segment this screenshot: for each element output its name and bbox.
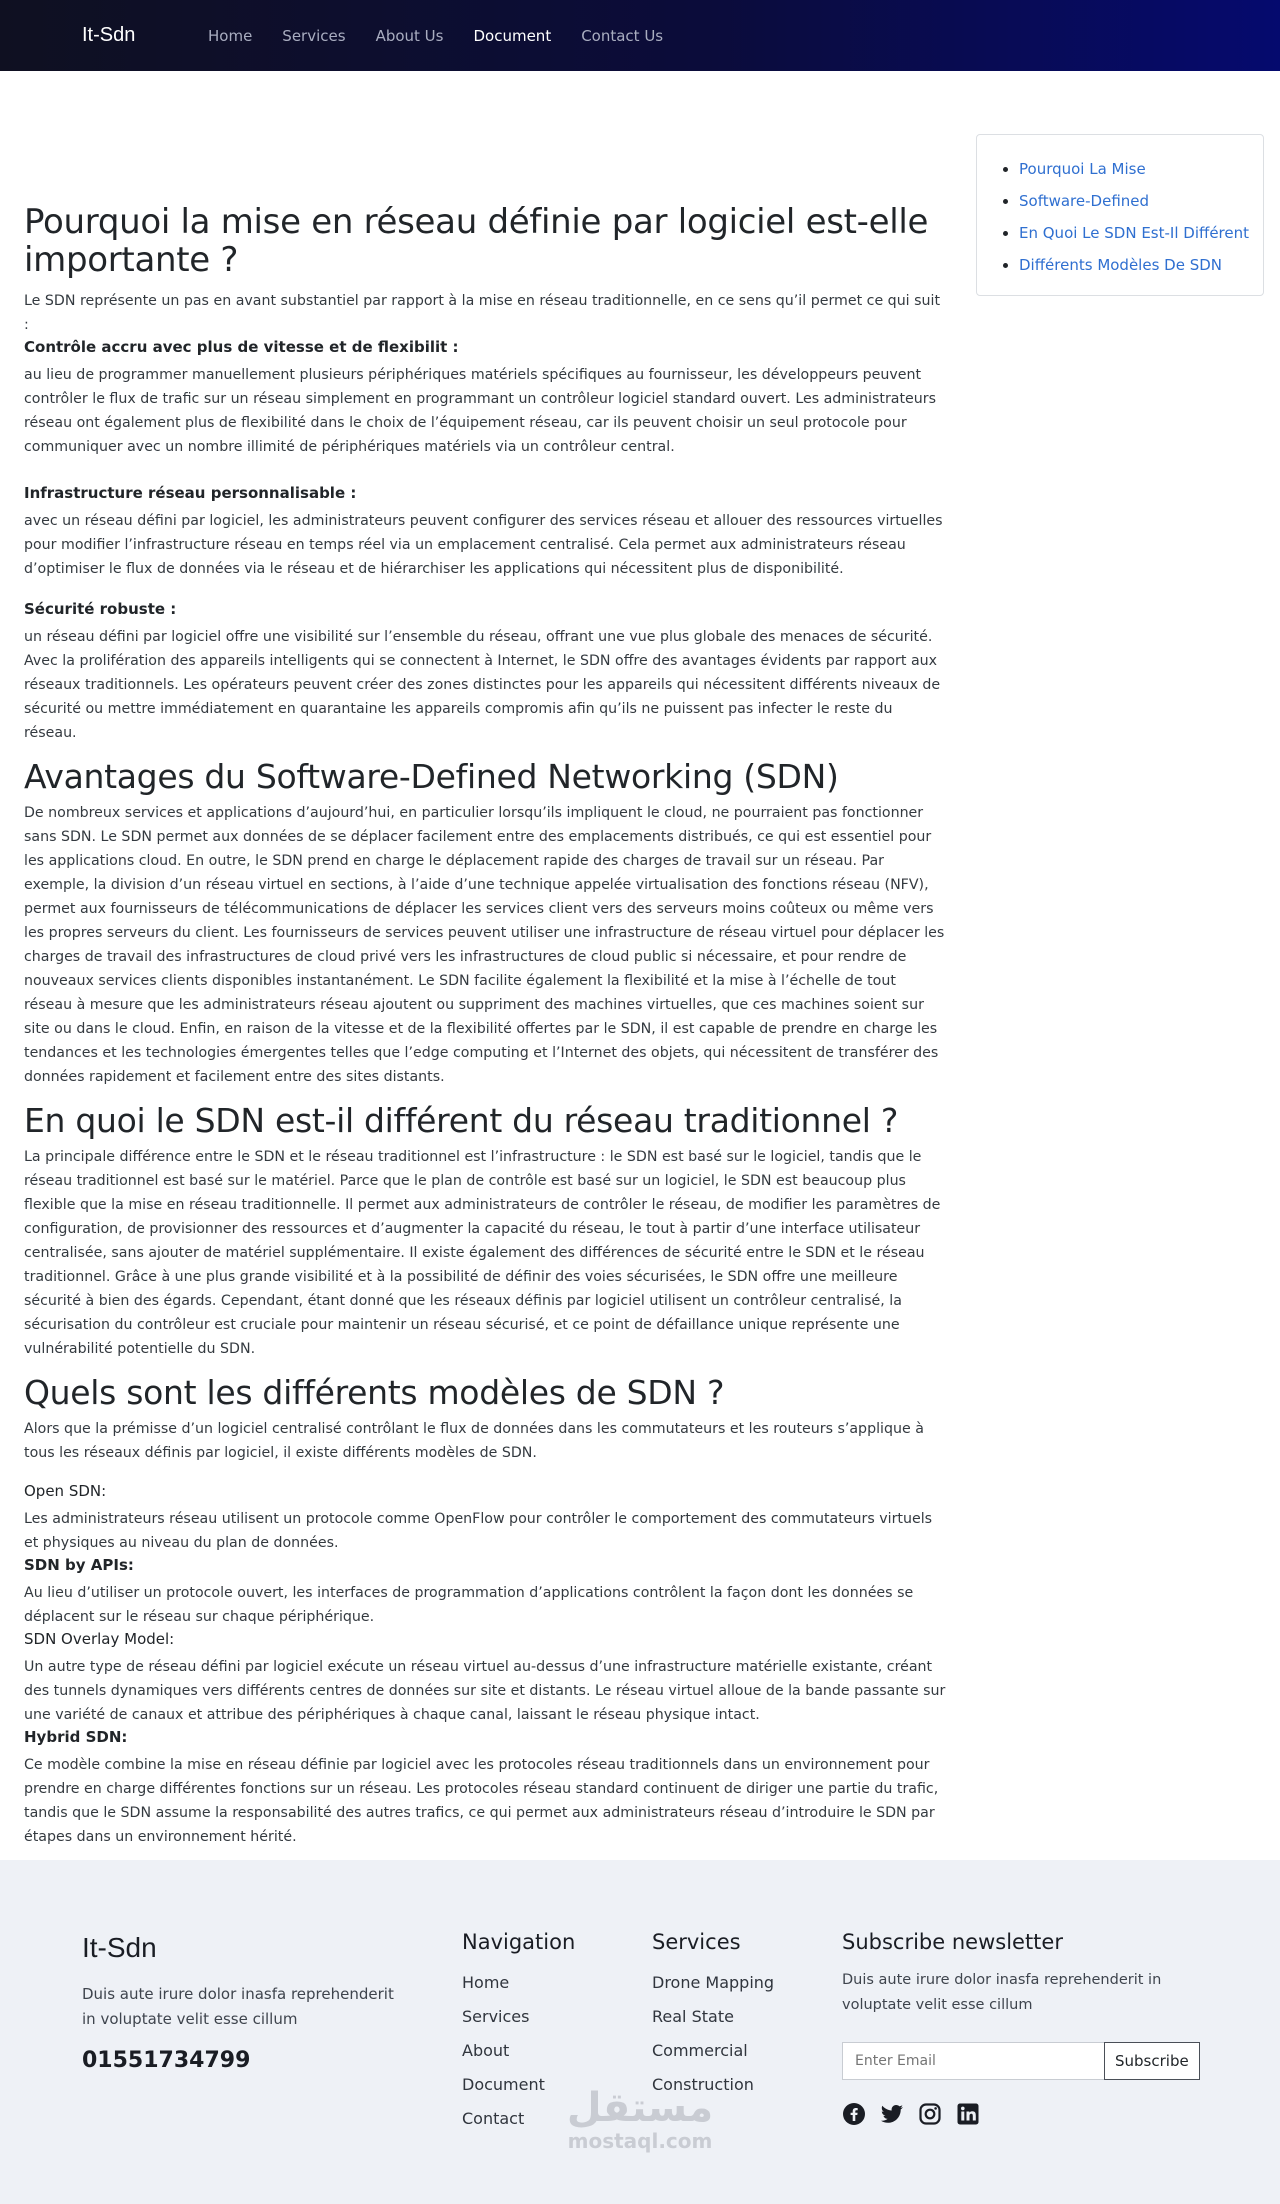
table-of-contents — [976, 134, 1264, 296]
newsletter-title: Subscribe newsletter — [842, 1930, 1063, 1954]
watermark-latin: mostaql.com — [567, 2129, 713, 2153]
model-text: Les administrateurs réseau utilisent un protocole comme OpenFlow pour contrôler le comportement des commutateurs virtuels et physiques au niveau du plan de données. — [24, 1511, 933, 1551]
section-intro: Alors que la prémisse d’un logiciel centralisé contrôlant le flux de données dans les commutateurs et les routeurs s’applique à tous les réseaux définis par logiciel, il existe différents modèles de SDN. — [24, 1421, 924, 1461]
toc-link-pourquoi[interactable]: Pourquoi La Mise — [1019, 160, 1146, 178]
footer-services-title: Services — [652, 1930, 741, 1954]
footer-navigation-title: Navigation — [462, 1930, 576, 1954]
section-title-difference: En quoi le SDN est-il différent du réseau traditionnel ? — [24, 1101, 899, 1140]
toc-item — [1019, 217, 1263, 249]
footer-services — [652, 1930, 822, 2102]
nav-link-services[interactable]: Services — [282, 26, 346, 45]
facebook-icon[interactable] — [842, 2102, 866, 2126]
section-intro: Le SDN représente un pas en avant substantiel par rapport à la mise en réseau traditionnelle, en ce sens qu’il permet ce qui suit : — [24, 293, 941, 333]
main-content-area — [0, 71, 1280, 1860]
newsletter-form — [842, 2042, 1202, 2080]
toc-item — [1019, 249, 1263, 281]
footer-nav-contact[interactable]: Contact — [462, 2109, 525, 2128]
subscribe-button[interactable]: Subscribe — [1104, 2042, 1200, 2080]
toc-link-en-quoi[interactable]: En Quoi Le SDN Est-Il Différent — [1019, 224, 1250, 242]
footer-service-construction[interactable]: Construction — [652, 2075, 754, 2094]
toc-link-software-defined[interactable]: Software-Defined — [1019, 192, 1150, 210]
nav-link-about[interactable]: About Us — [375, 26, 444, 45]
item-heading: Sécurité robuste : — [24, 600, 177, 618]
toc-list — [997, 153, 1263, 281]
social-icons — [842, 2102, 1202, 2126]
item-heading: Contrôle accru avec plus de vitesse et de flexibilit : — [24, 338, 459, 356]
item-text: avec un réseau défini par logiciel, les administrateurs peuvent configurer des services réseau et allouer des ressources virtuelles pour modifier l’infrastructure réseau en temps réel via un emplacement centralisé. Cela permet aux administrateurs réseau d’optimiser le flux de données via le réseau et de hiérarchiser les applications qui nécessitent plus de disponibilité. — [24, 513, 943, 577]
item-text: au lieu de programmer manuellement plusieurs périphériques matériels spécifiques au fournisseur, les développeurs peuvent contrôler le flux de trafic sur un réseau simplement en programmant un contrôleur logiciel standard ouvert. Les administrateurs réseau ont également plus de flexibilité dans le choix de l’équipement réseau, car ils peuvent choisir un seul protocole pour communiquer avec un nombre illimité de périphériques matériels via un contrôleur central. — [24, 367, 936, 455]
top-navbar — [0, 0, 1280, 71]
nav-link-home[interactable]: Home — [208, 26, 253, 45]
newsletter-text: Duis aute irure dolor inasfa reprehenderit in voluptate velit esse cillum — [842, 1972, 1162, 2013]
toc-link-modeles[interactable]: Différents Modèles De SDN — [1019, 256, 1223, 274]
instagram-icon[interactable] — [918, 2102, 942, 2126]
nav-link-contact[interactable]: Contact Us — [581, 26, 664, 45]
footer-nav-services[interactable]: Services — [462, 2007, 530, 2026]
section-text: La principale différence entre le SDN et le réseau traditionnel est l’infrastructure : le SDN est basé sur le logiciel, tandis que le réseau traditionnel est basé sur le matériel. Parce que le plan de contrôle est basé sur un logiciel, le SDN est beaucoup plus flexible que la mise en réseau traditionnelle. Il permet aux administrateurs de contrôler le réseau, de modifier les paramètres de configuration, de provisionner des ressources et d’augmenter la capacité du réseau, le tout à partir d’une interface utilisateur centralisée, sans ajouter de matériel supplémentaire. Il existe également des différences de sécurité entre le SDN et le réseau traditionnel. Grâce à une plus grande visibilité et à la possibilité de définir des voies sécurisées, le SDN offre une meilleure sécurité à bien des égards. Cependant, étant donné que les réseaux définis par logiciel utilisent un contrôleur centralisé, la sécurisation du contrôleur est cruciale pour maintenir un réseau sécurisé, et ce point de défaillance unique représente une vulnérabilité potentielle du SDN. — [24, 1149, 941, 1357]
brand-logo[interactable]: It-Sdn — [82, 24, 136, 46]
footer-phone: 01551734799 — [82, 2048, 251, 2073]
model-heading: SDN by APIs: — [24, 1556, 134, 1574]
model-heading: Open SDN: — [24, 1482, 107, 1500]
footer-service-commercial[interactable]: Commercial — [652, 2041, 748, 2060]
model-text: Un autre type de réseau défini par logiciel exécute un réseau virtuel au-dessus d’une infrastructure matérielle existante, créant des tunnels dynamiques vers différents centres de données sur site et distants. Le réseau virtuel alloue de la bande passante sur une variété de canaux et attribue des périphériques à chaque canal, laissant le réseau physique intact. — [24, 1659, 946, 1723]
footer-newsletter — [842, 1930, 1202, 2126]
model-text: Ce modèle combine la mise en réseau définie par logiciel avec les protocoles réseau traditionnels dans un environnement pour prendre en charge différentes fonctions sur un réseau. Les protocoles réseau standard continuent de diriger une partie du trafic, tandis que le SDN assume la responsabilité des autres trafics, ce qui permet aux administrateurs réseau d’introduire le SDN par étapes dans un environnement hérité. — [24, 1757, 939, 1845]
linkedin-icon[interactable] — [956, 2102, 980, 2126]
toc-item — [1019, 153, 1263, 185]
footer-nav-document[interactable]: Document — [462, 2075, 545, 2094]
footer-about — [82, 1932, 412, 2073]
toc-item — [1019, 185, 1263, 217]
mostaql-watermark — [560, 2086, 720, 2152]
site-footer — [0, 1860, 1280, 2204]
item-heading: Infrastructure réseau personnalisable : — [24, 484, 357, 502]
section-title-models: Quels sont les différents modèles de SDN ? — [24, 1373, 725, 1412]
nav-links — [208, 27, 693, 45]
model-heading: Hybrid SDN: — [24, 1728, 128, 1746]
model-text: Au lieu d’utiliser un protocole ouvert, les interfaces de programmation d’applications contrôlent la façon dont les données se déplacent sur le réseau sur chaque périphérique. — [24, 1585, 914, 1625]
footer-nav-about[interactable]: About — [462, 2041, 510, 2060]
model-heading: SDN Overlay Model: — [24, 1630, 175, 1648]
footer-description: Duis aute irure dolor inasfa reprehenderit in voluptate velit esse cillum — [82, 1985, 394, 2028]
nav-link-document[interactable]: Document — [473, 26, 552, 45]
section-title-advantages: Avantages du Software-Defined Networking (SDN) — [24, 757, 839, 796]
footer-service-real-state[interactable]: Real State — [652, 2007, 734, 2026]
watermark-arabic: مستقل — [566, 2085, 714, 2131]
footer-brand[interactable]: It-Sdn — [82, 1932, 157, 1963]
item-text: un réseau défini par logiciel offre une visibilité sur l’ensemble du réseau, offrant une vue plus globale des menaces de sécurité. Avec la prolifération des appareils intelligents qui se connectent à Internet, le SDN offre des avantages évidents par rapport aux réseaux traditionnels. Les opérateurs peuvent créer des zones distinctes pour les appareils qui nécessitent différents niveaux de sécurité ou mettre immédiatement en quarantaine les appareils compromis afin qu’ils ne puissent pas infecter le reste du réseau. — [24, 629, 941, 741]
section-title-importance: Pourquoi la mise en réseau définie par logiciel est-elle importante ? — [24, 202, 929, 280]
footer-nav-home[interactable]: Home — [462, 1973, 510, 1992]
twitter-icon[interactable] — [880, 2102, 904, 2126]
footer-services-list — [652, 1966, 822, 2102]
newsletter-email-input[interactable] — [842, 2042, 1104, 2080]
article — [24, 131, 948, 1849]
section-text: De nombreux services et applications d’aujourd’hui, en particulier lorsqu’ils impliquent le cloud, ne pourraient pas fonctionner sans SDN. Le SDN permet aux données de se déplacer facilement entre des emplacements distribués, ce qui est essentiel pour les applications cloud. En outre, le SDN prend en charge le déplacement rapide des charges de travail sur un réseau. Par exemple, la division d’un réseau virtuel en sections, à l’aide d’une technique appelée virtualisation des fonctions réseau (NFV), permet aux fournisseurs de télécommunications de déplacer les services client vers des serveurs moins coûteux ou même vers les propres serveurs du client. Les fournisseurs de services peuvent utiliser une infrastructure de réseau virtuel pour déplacer les charges de travail des infrastructures de cloud privé vers les infrastructures de cloud public si nécessaire, et pour rendre de nouveaux services clients disponibles instantanément. Le SDN facilite également la flexibilité et la mise à l’échelle de tout réseau à mesure que les administrateurs réseau ajoutent ou suppriment des machines virtuelles, que ces machines soient sur site ou dans le cloud. Enfin, en raison de la vitesse et de la flexibilité offertes par le SDN, il est capable de prendre en charge les tendances et les technologies émergentes telles que l’edge computing et l’Internet des objets, qui nécessitent de transférer des données rapidement et facilement entre des sites distants. — [24, 805, 945, 1085]
footer-service-drone-mapping[interactable]: Drone Mapping — [652, 1973, 775, 1992]
